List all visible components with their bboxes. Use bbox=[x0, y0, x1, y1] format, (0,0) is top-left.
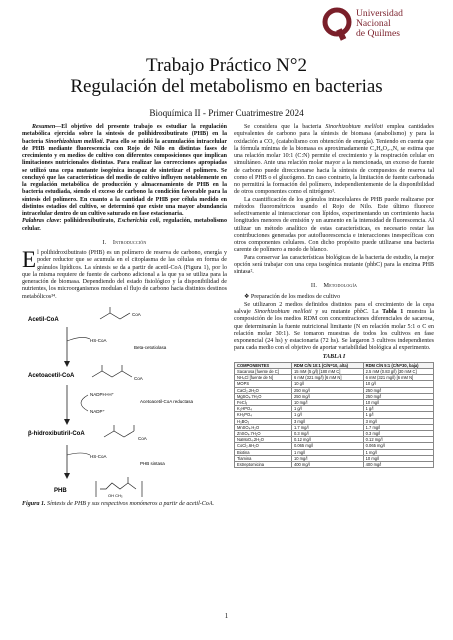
table-cell: 6 mM (321 mg/l) [6 mM N] bbox=[291, 375, 363, 381]
p4-mutant: phbC bbox=[353, 309, 368, 315]
hs-coa-curve-1 bbox=[67, 337, 90, 341]
table-cell: 10 g/l bbox=[363, 381, 433, 387]
right-paragraph-1 bbox=[234, 124, 434, 197]
table-cell: ZnSO₄.7H₂O bbox=[235, 430, 292, 436]
table-cell: KH₂PO₄ bbox=[235, 412, 292, 418]
acetoacetil-coa-coa: CoA bbox=[134, 375, 143, 381]
nadph-curve bbox=[81, 395, 88, 411]
p4-text-4: muestra la composición de los medios RDM con concentraciones diferenciales de sacarosa, que determinarán la fuente nutricional limitante (N en relación molar 5:1 o C en relación molar 30:1). Se tomaron muestras de todos los cultivos en fase exponencial (24 hs) y estacionaria (72 hs). Se largaron 3 cultivos independientes para cada medio con el objetivo de aportar variabilidad biológica al experimento. bbox=[234, 309, 434, 352]
phb-sintasa-label: PHB sintasa bbox=[140, 460, 165, 466]
table-cell: MnSO₄.H₂O bbox=[235, 424, 292, 430]
logo-line-3: de Quilmes bbox=[356, 28, 400, 39]
hs-coa-curve-2 bbox=[67, 453, 90, 455]
table-cell: FeCl₃ bbox=[235, 399, 292, 405]
acetoacetil-coa-structure bbox=[92, 365, 132, 377]
table-cell: 250 mg/l bbox=[363, 393, 433, 399]
composition-table bbox=[234, 362, 434, 468]
abstract bbox=[22, 124, 227, 218]
table-header-row bbox=[235, 362, 434, 368]
table-cell: CaCl₂.2H₂O bbox=[235, 387, 292, 393]
table-cell: 0.12 mg/l bbox=[291, 437, 363, 443]
table-cell: NH₄Cl [fuente de N] bbox=[235, 375, 292, 381]
section-heading-introduction: I. Introducción bbox=[102, 238, 147, 246]
table-cell: 0.065 mg/l bbox=[363, 443, 433, 449]
table-cell: 1 g/l bbox=[291, 406, 363, 412]
keywords bbox=[22, 218, 227, 233]
table-cell: H₃BO₃ bbox=[235, 418, 292, 424]
table-cell: 10 mg/l bbox=[363, 399, 433, 405]
table-cell: 0.065 mg/l bbox=[291, 443, 363, 449]
table-cell: 1 mg/l bbox=[291, 449, 363, 455]
page-number: 1 bbox=[224, 612, 229, 620]
p4-text-2: y su mutante bbox=[311, 309, 354, 315]
table-cell: 0.3 mg/l bbox=[291, 430, 363, 436]
phb-label: PHB bbox=[54, 487, 67, 494]
table-cell: K₂HPO₄ bbox=[235, 406, 292, 412]
table-cell: 0.3 mg/l bbox=[363, 430, 433, 436]
table-cell: 1 g/l bbox=[363, 412, 433, 418]
right-paragraph-2: La cuantificación de los gránulos intracelulares de PHB puede realizarse por métodos fluorométricos usando el Rojo de Nilo. Este último fluorece selectivamente al interaccionar con lípidos, experimentando un corrimiento hacia longitudes menores de emisión y un aumento en la intensidad de fluorescencia. Al utilizar un método analítico de estas características, es necesario restar las contribuciones generadas por autofluorescencia e interacciones inespecíficas con otros componentes celulares. Con dicho propósito puede utilizarse una bacteria carente de polímero a modo de blanco. bbox=[234, 196, 434, 254]
logo-line-1: Universidad bbox=[356, 8, 403, 19]
table-row bbox=[235, 375, 434, 381]
table-cell: CoCl₂.6H₂O bbox=[235, 443, 292, 449]
p1-text-1: Se considera que la bacteria bbox=[244, 124, 326, 130]
table-cell: 3 mg/l bbox=[291, 418, 363, 424]
table-cell: 6 mM (321 mg/l) [6 mM N] bbox=[363, 375, 433, 381]
introduction-paragraph bbox=[22, 247, 227, 301]
hidroxibutiril-coa: CoA bbox=[138, 435, 147, 441]
hs-coa-label-1: HS-CoA bbox=[90, 337, 107, 343]
university-logo bbox=[322, 7, 403, 41]
course-info: Bioquímica II - Primer Cuatrimestre 2024 bbox=[149, 108, 304, 118]
table-cell: 1.7 mg/l bbox=[291, 424, 363, 430]
table-cell: 1 g/l bbox=[291, 412, 363, 418]
abstract-text-1: El objetivo del presente trabajo es estudiar la regulación metabólica ejercida sobre la síntesis de polihidroxibutirato (PHB) en la bacteria bbox=[22, 124, 227, 145]
keywords-label: Palabras clave bbox=[22, 218, 60, 225]
right-paragraph-4 bbox=[234, 302, 434, 353]
table-cell: Estreptomicina bbox=[235, 462, 292, 468]
table-cell: 3 mg/l bbox=[363, 418, 433, 424]
p1-text-2: emplea cantidades equivalentes de carbono para la síntesis de biomasa (anabolismo) y para la oxidación a CO₂ (catabolismo con obtención de energía). Teniendo en cuenta que la fórmula mínima de la biomasa es aproximadamente C₄H₈O₂.₅N, se estima que una relación molar 10:1 (C:N) permite el crecimiento y la respiración celular en simultáneo. Ante una relación molar mayor a la mencionada, un exceso de fuente de carbono puede direccionarse hacia la síntesis de compuestos de reserva tal como el PHB o el glucógeno. En caso contrario, la limitación de fuente carbonada no permitirá la formación del polímero, independientemente de la disponibilidad de otros componentes como el nitrógeno¹. bbox=[234, 124, 434, 196]
acetil-coa-structure bbox=[100, 307, 130, 319]
p4-text-3: . La bbox=[367, 309, 383, 315]
figure-1-caption bbox=[22, 501, 227, 508]
table-cell: 400 mg/l bbox=[291, 462, 363, 468]
table-cell: 10 mg/l bbox=[291, 455, 363, 461]
table-cell: Tiamina bbox=[235, 455, 292, 461]
document-title: Trabajo Práctico N°2 bbox=[146, 55, 307, 76]
logo-text bbox=[356, 9, 403, 39]
figure-1-caption-label: Figura 1. bbox=[22, 500, 46, 507]
p4-table-ref: Tabla 1 bbox=[382, 309, 404, 315]
keywords-organism: Escherichia coli bbox=[117, 218, 159, 225]
p4-organism: Sinorhizobium meliloti bbox=[254, 309, 312, 315]
table-cell: 10 mg/l bbox=[291, 399, 363, 405]
section-heading-metodologia: II. Metodología bbox=[310, 282, 358, 290]
table-cell: Biotina bbox=[235, 449, 292, 455]
hidroxibutiril-structure bbox=[104, 425, 134, 437]
keywords-text-2: , regulación, metabolismo celular. bbox=[22, 218, 227, 232]
table-cell: 15 mM (5 g/l) [180 mM C] bbox=[291, 368, 363, 374]
beta-hidroxibutiril-coa-label: β-hidroxibutiril-CoA bbox=[28, 430, 85, 437]
acetil-coa-label: Acetil-CoA bbox=[28, 316, 59, 323]
keywords-text-1: : polihidroxibutirato, bbox=[59, 218, 118, 225]
table-cell: Sacarosa [fuente de C] bbox=[235, 368, 292, 374]
table-cell: 0.12 mg/l bbox=[363, 437, 433, 443]
left-column bbox=[22, 124, 227, 508]
logo-line-2: Nacional bbox=[356, 18, 391, 29]
arrow-2-head bbox=[64, 419, 70, 425]
nadph-label: NADPH+H⁺ bbox=[90, 391, 115, 397]
introduction-text: l polihidroxibutirato (PHB) es un polímero de reserva de carbono, energía y poder reductor que se acumula en el citoplasma de las células en forma de gránulos lipídicos. La síntesis se da a partir de acetil-CoA (Figura 1), por lo que la misma requiere de fuente de carbono adicional a la que ya se utiliza para la generación de biomasa. Dependiendo del estado fisiológico y la disponibilidad de nutrientes, los microorganismos modulan el flujo de carbono hacia distintos destinos metabólicos³⁴. bbox=[22, 250, 227, 300]
table-cell: 250 mg/l bbox=[363, 387, 433, 393]
arrow-1-head bbox=[64, 361, 70, 367]
unq-logo-icon bbox=[322, 7, 352, 41]
hs-coa-label-2: HS-CoA bbox=[90, 453, 107, 459]
table-cell: 10 g/l bbox=[291, 381, 363, 387]
p4-text-1: Se utilizaron 2 medios definidos distintos para el crecimiento de la cepa salvaje bbox=[234, 301, 434, 315]
phb-ohch3-label: OH CH₃ bbox=[108, 492, 123, 498]
table-body bbox=[235, 368, 434, 467]
table-cell: 10 mg/l bbox=[363, 455, 433, 461]
table-title: TABLA I bbox=[322, 353, 346, 360]
table-row bbox=[235, 368, 434, 374]
table-cell: 1.7 mg/l bbox=[363, 424, 433, 430]
beta-cetotiolasa-label: Beta-cetotiolasa bbox=[134, 344, 167, 350]
right-paragraph-3: Para conservar las características biológicas de la bacteria de estudio, la mejor opción será trabajar con una cepa isogénica mutante (phbC) para la enzima PHB sintasa². bbox=[234, 254, 434, 275]
acetoacetil-coa-label: Acetoacetil-CoA bbox=[28, 372, 75, 379]
table-cell: NaMoO₄.2H₂O bbox=[235, 437, 292, 443]
bullet-culture-media: ❖ Preparación de los medios de cultivo bbox=[244, 293, 341, 300]
phb-synthesis-diagram bbox=[22, 305, 227, 499]
abstract-organism: Sinorhizobium meliloti bbox=[45, 138, 103, 145]
table-cell: 400 mg/l bbox=[363, 462, 433, 468]
table-cell: 1 g/l bbox=[363, 406, 433, 412]
table-cell: MgSO₄.7H₂O bbox=[235, 393, 292, 399]
abstract-text-2: . Para ello se midió la acumulación intracelular de PHB mediante fluorescencia con Rojo de Nilo en distintas fases de crecimiento y en medios de cultivo con diferentes composiciones que implican limitaciones nutricionales distintas. Para realizar las correcciones apropiadas se utilizó una cepa mutante isogénica incapaz de sintetizar el polímero. Se concluyó que las características del medio de cultivo influyen notablemente en la regulación metabólica de producción y almacenamiento de PHB en la bacteria estudiada, siendo el exceso de carbono la condición favorable para la síntesis del polímero. En cuanto a la cantidad de PHB por célula medido en distintos estadíos del cultivo, se determinó que existe una mayor abundancia intracelular dentro de un cultivo saturado en fase estacionaria. bbox=[22, 138, 228, 217]
table-cell: 250 mg/l bbox=[291, 387, 363, 393]
table-row bbox=[235, 462, 434, 468]
p1-organism: Sinorhizobium meliloti bbox=[325, 124, 384, 130]
table-header-cell: RDM C/N 10:1 (C/N=10, alta) bbox=[291, 362, 363, 368]
drop-cap: E bbox=[22, 247, 37, 272]
table-cell: 250 mg/l bbox=[291, 393, 363, 399]
table-header-cell: RDM C/N 5:1 (C/N=30, baja) bbox=[363, 362, 433, 368]
figure-1-caption-text: Síntesis de PHB y sus respectivos monómeros a partir de acetil-CoA. bbox=[45, 500, 215, 507]
right-column bbox=[234, 124, 434, 468]
arrow-3-head bbox=[64, 473, 70, 479]
table-cell: 1 mg/l bbox=[363, 449, 433, 455]
acetil-coa-coa: CoA bbox=[132, 311, 141, 317]
table-header-cell: COMPONENTES bbox=[235, 362, 292, 368]
table-cell: MOPS bbox=[235, 381, 292, 387]
figure-1 bbox=[22, 305, 227, 499]
abstract-label: Resumen— bbox=[32, 124, 62, 130]
table-cell: 2.5 mM (0.83 g/l) [30 mM C] bbox=[363, 368, 433, 374]
reductasa-label: Acetoacetil-CoA reductasa bbox=[140, 398, 194, 404]
nadp-label: NADP⁺ bbox=[90, 408, 105, 414]
document-subtitle: Regulación del metabolismo en bacterias bbox=[70, 76, 383, 97]
